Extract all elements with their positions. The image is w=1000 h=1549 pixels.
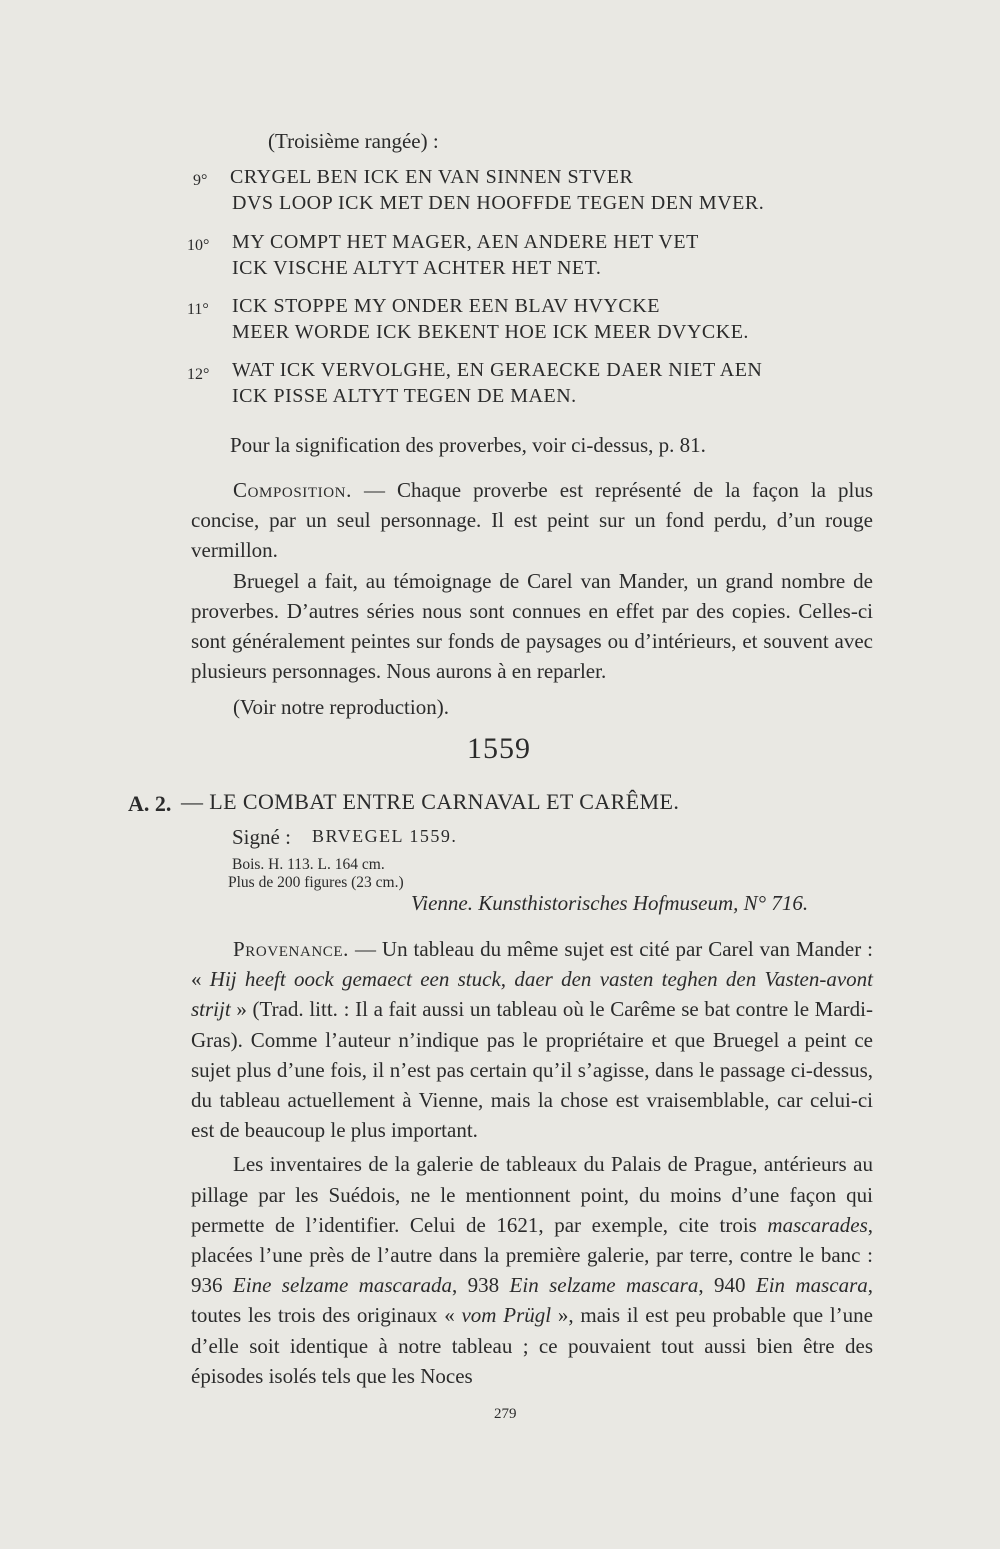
proverb-line: ICK PISSE ALTYT TEGEN DE MAEN.: [232, 385, 577, 407]
page-number: 279: [494, 1406, 517, 1422]
proverb-number: 9°: [193, 172, 208, 189]
proverb-line: MY COMPT HET MAGER, AEN ANDERE HET VET: [232, 231, 699, 253]
composition-paragraph: Composition. — Chaque proverbe est représenté de la façon la plus concise, par un seul personnage. Il est peint sur un fond perdu, d’un rouge vermillon.: [191, 478, 873, 563]
provenance-paragraph: Provenance. — Un tableau du même sujet est cité par Carel van Mander : « Hij heeft oock gemaect een stuck, daer den vasten teghen den Vasten-avont strijt » (Trad. litt. : Il a fait aussi un tableau où le Carême se bat contre le Mardi-Gras). Comme l’auteur n’indique pas le propriétaire et que Bruegel a peint ce sujet plus d’une fois, il n’est pas certain qu’il s’agisse, dans le passage ci-dessus, du tableau actuellement à Vienne, mais la chose est vraisemblable, car celui-ci est de beaucoup le plus important.: [191, 937, 874, 1143]
provenance-section: [191, 934, 873, 1391]
proverb-line: ICK STOPPE MY ONDER EEN BLAV HVYCKE: [232, 295, 660, 317]
proverb-number: 12°: [187, 366, 210, 383]
figure-count: Plus de 200 figures (23 cm.): [228, 874, 404, 891]
proverbs-paragraph: Bruegel a fait, au témoignage de Carel van Mander, un grand nombre de proverbes. D’autres séries nous sont connues en effet par des copies. Celles-ci sont généralement peintes sur fonds de paysages ou d’intérieurs, et souvent avec plusieurs personnages. Nous aurons à en reparler.: [191, 568, 873, 684]
proverb-line: WAT ICK VERVOLGHE, EN GERAECKE DAER NIET AEN: [232, 359, 763, 381]
proverb-line: ICK VISCHE ALTYT ACHTER HET NET.: [232, 257, 602, 279]
proverb-number: 10°: [187, 237, 210, 254]
proverb-line: DVS LOOP ICK MET DEN HOOFFDE TEGEN DEN MVER.: [232, 192, 765, 214]
proverb-line: MEER WORDE ICK BEKENT HOE ICK MEER DVYCKE.: [232, 321, 749, 343]
provenance-label: Provenance.: [233, 937, 350, 961]
signature-label: Signé :: [232, 825, 291, 849]
inventory-paragraph: Les inventaires de la galerie de tableaux du Palais de Prague, antérieurs au pillage par les Suédois, ne le mentionnent point, du moins d’une façon qui permette de l’identifier. Celui de 1621, par exemple, cite trois mascarades, placées l’une près de l’autre dans la première galerie, par terre, contre le banc : 936 Eine selzame mascarada, 938 Ein selzame mascara, 940 Ein mascara, toutes les trois des originaux « vom Prügl », mais il est peu probable que l’une d’elle soit identique à notre tableau ; ce pouvaient tout aussi bien être des épisodes isolés tels que les Noces: [191, 1152, 874, 1388]
signification-note: Pour la signification des proverbes, voir ci-dessus, p. 81.: [230, 433, 706, 457]
composition-section: [191, 475, 873, 723]
proverb-line: CRYGEL BEN ICK EN VAN SINNEN STVER: [230, 166, 634, 188]
year-heading: 1559: [467, 732, 531, 765]
entry-title: — LE COMBAT ENTRE CARNAVAL ET CARÊME.: [181, 789, 680, 814]
composition-label: Composition.: [233, 478, 352, 502]
rangee-heading: (Troisième rangée) :: [268, 129, 439, 153]
museum-location: Vienne. Kunsthistorisches Hofmuseum, N° 716.: [411, 891, 809, 915]
support-dimensions: Bois. H. 113. L. 164 cm.: [232, 856, 385, 873]
entry-code: A. 2.: [128, 791, 172, 816]
proverb-number: 11°: [187, 301, 209, 318]
reproduction-note: (Voir notre reproduction).: [233, 695, 449, 720]
signature-value: BRVEGEL 1559.: [312, 826, 458, 846]
